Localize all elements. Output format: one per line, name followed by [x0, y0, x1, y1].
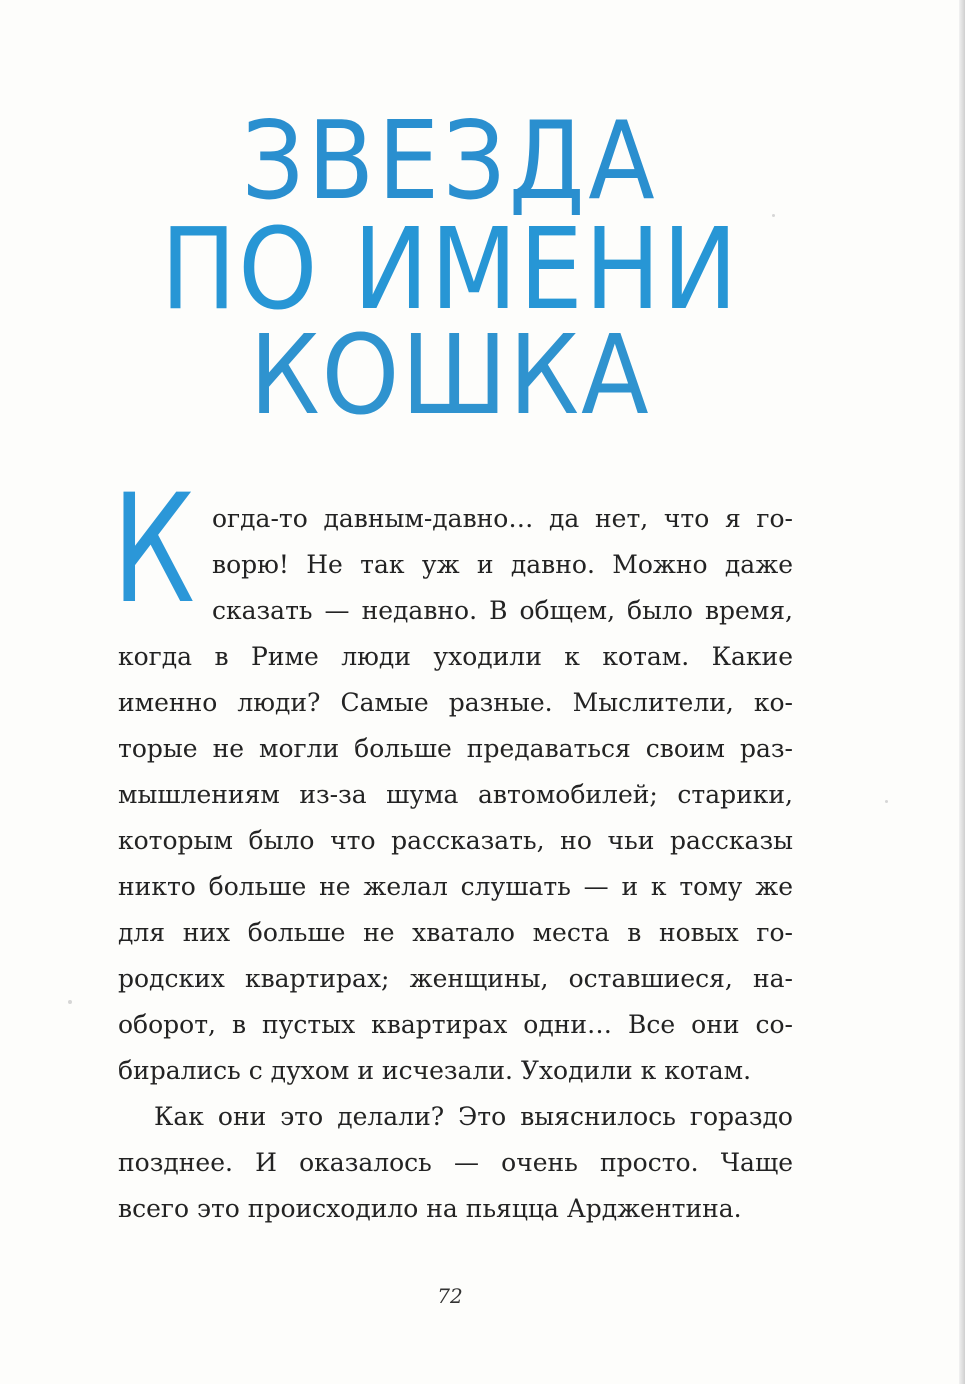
text-line: бирались с духом и исчезали. Уходили к котам.: [118, 1056, 752, 1085]
text-line: сказать — недавно. В общем, было время,: [212, 596, 793, 625]
paper-speck: [885, 800, 888, 803]
text-line: когда в Риме люди уходили к котам. Какие: [118, 642, 793, 671]
text-line: ворю! Не так уж и давно. Можно даже: [212, 550, 793, 579]
text-line: позднее. И оказалось — очень просто. Чаще: [118, 1148, 793, 1177]
text-line: оборот, в пустых квартирах одни… Все они со-: [118, 1010, 793, 1039]
text-line: огда-то давным-давно… да нет, что я го-: [212, 504, 793, 533]
text-line: именно люди? Самые разные. Мыслители, ко-: [118, 688, 793, 717]
text-line: всего это происходило на пьяцца Арджентина.: [118, 1194, 742, 1223]
text-line: мышлениям из-за шума автомобилей; старики,: [118, 780, 793, 809]
page-number: 72: [437, 1284, 463, 1308]
text-line: Как они это делали? Это выяснилось гораздо: [154, 1102, 793, 1131]
text-line: родских квартирах; женщины, оставшиеся, на-: [118, 964, 793, 993]
text-line: для них больше не хватало места в новых го-: [118, 918, 793, 947]
text-line: которым было что рассказать, но чьи рассказы: [118, 826, 793, 855]
chapter-title-line-1: ЗВЕЗДА: [241, 99, 659, 224]
drop-cap: К: [112, 463, 196, 637]
chapter-title-line-3: КОШКА: [249, 311, 651, 439]
paper-speck: [772, 214, 775, 217]
text-line: никто больше не желал слушать — и к тому же: [118, 872, 793, 901]
paper-speck: [68, 1000, 72, 1004]
chapter-title-line-2: ПО ИМЕНИ: [160, 205, 740, 335]
text-line: торые не могли больше предаваться своим раз-: [118, 734, 793, 763]
page-edge-shadow: [959, 0, 965, 1384]
